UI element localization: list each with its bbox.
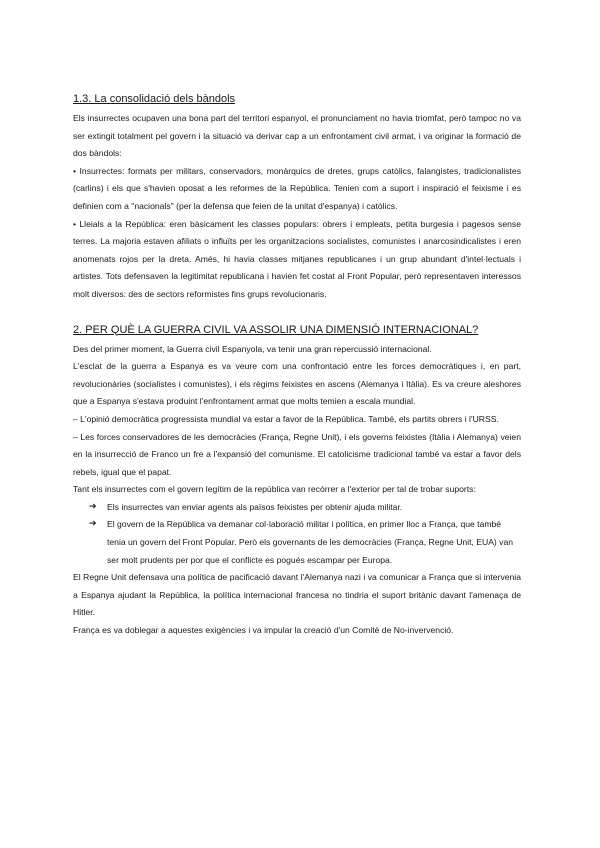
list-item xyxy=(89,499,521,517)
insurrectes-paragraph: • Insurrectes: formats per militars, conservadors, monàrquics de dretes, grups catòlics, falangistes, tradicionalistes (carlins) i els que s'havien oposat a les reformes de la República. Tenien com a suport i inspiració el feixisme i es definien com a "nacionals" (per la defensa que feien de la unitat d'espanya) i catòlics. xyxy=(73,165,521,211)
section-2-paragraph-4: – Les forces conservadores de les democràcies (França, Regne Unit), i els governs feixistes (Itàlia i Alemanya) veien en la insurrecció de Franco un fre a l'expansió del comunisme. El catolicisme tradicional també va estar a favor dels rebels, igual que el papat. xyxy=(73,431,521,477)
document-body xyxy=(73,92,521,640)
section-1-3-intro: Els insurrectes ocupaven una bona part del territori espanyol, el pronunciament no havia triomfat, però tampoc no va ser extingit totalment pel govern i la situació va derivar cap a un enfrontament civil armat, i va originar la formació de dos bàndols: xyxy=(73,113,521,159)
section-2-paragraph-3: – L'opinió democràtica progressista mundial va estar a favor de la República. També, els partits obrers i l'URSS. xyxy=(73,413,499,424)
section-1-3-heading: 1.3. La consolidació dels bàndols xyxy=(73,93,236,105)
section-2-paragraph-5: Tant els insurrectes com el govern legítim de la república van recórrer a l'exterior per tal de trobar suports: xyxy=(73,484,476,495)
list-item-text: El govern de la República va demanar col·laboració militar i política, en primer lloc a França, que també tenia un govern del Front Popular. Però els governants de les democràcies (França, Regne Unit, EUA) van ser molt prudents per por que el conflicte es pogués escampar per Europa. xyxy=(107,519,514,565)
arrow-bullet-icon: ➔ xyxy=(89,519,97,530)
lleials-paragraph: • Lleials a la República: eren bàsicament les classes populars: obrers i empleats, petita burgesia i pagesos sense terres. La majoria estaven afiliats o influïts per les organitzacions socialistes, comunistes i anarcosindicalistes i eren anomenats rojos per la dreta. Amés, hi havia classes mitjanes republicanes i un grup abundant d'intel·lectuals i artistes. Tots defensaven la legitimitat republicana i havien fet costat al Front Popular, però representaven interessos molt diversos: des de sectors reformistes fins grups revolucionaris. xyxy=(73,218,521,299)
supports-list xyxy=(73,499,521,569)
section-2-paragraph-1: Des del primer moment, la Guerra civil Espanyola, va tenir una gran repercussió internacional. xyxy=(73,343,432,354)
section-2-paragraph-7: França es va doblegar a aquestes exigències i va impular la creació d'un Comitè de No-invervenció. xyxy=(73,625,454,636)
section-2-heading: 2. PER QUÈ LA GUERRA CIVIL VA ASSOLIR UNA DIMENSIÓ INTERNACIONAL? xyxy=(73,323,479,336)
list-item-text: Els insurrectes van enviar agents als països feixistes per obtenir ajuda militar. xyxy=(107,501,403,512)
arrow-bullet-icon: ➔ xyxy=(89,501,97,512)
section-2-paragraph-2: L'esclat de la guerra a Espanya es va veure com una confrontació entre les forces democràtiques i, en part, revolucionàries (socialistes i comunistes), i els règims feixistes en ascens (Alemanya i Itàlia). Es va creure aleshores que a Espanya s'estava produint l'enfrontament armat que molts temien a escala mundial. xyxy=(73,361,521,407)
list-item xyxy=(89,516,521,569)
section-2-paragraph-6: El Regne Unit defensava una política de pacificació davant l'Alemanya nazi i va comunicar a França que si intervenia a Espanya ajudant la República, la política internacional francesa no tindria el suport britànic davant l'amenaça de Hitler. xyxy=(73,572,521,618)
